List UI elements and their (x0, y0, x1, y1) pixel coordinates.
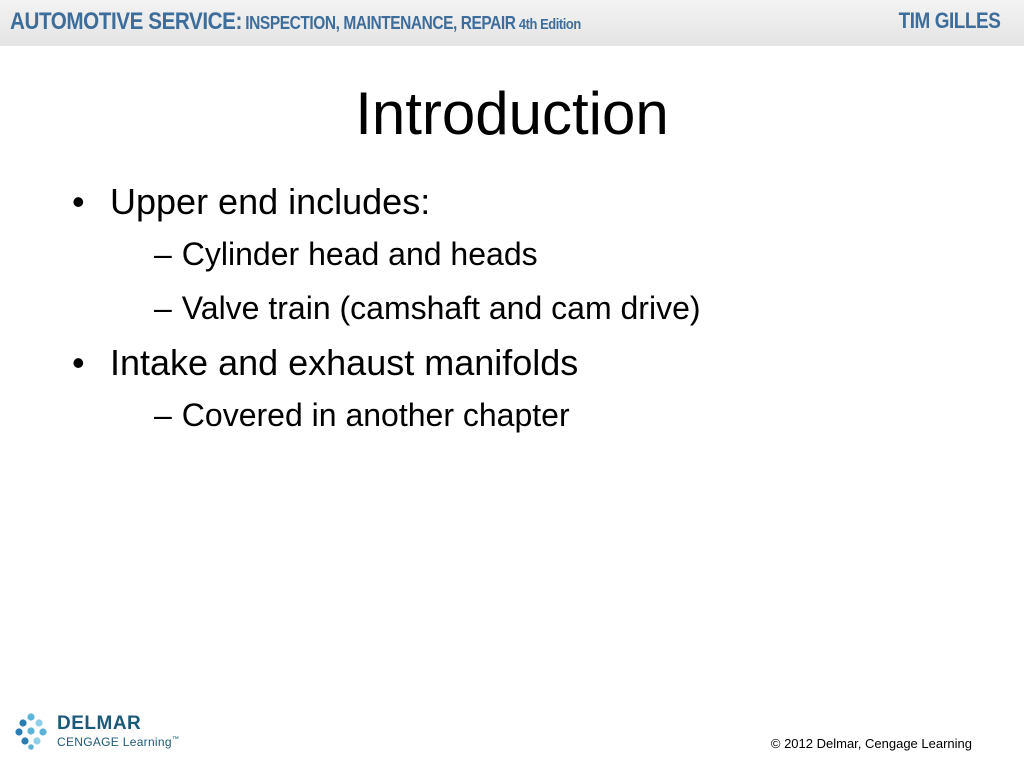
logo-trademark: ™ (171, 736, 180, 743)
logo-tagline-text: CENGAGE Learning (57, 735, 172, 749)
bullet-text: Upper end includes: (110, 181, 431, 222)
copyright-notice: © 2012 Delmar, Cengage Learning (770, 736, 972, 751)
bullet-marker: • (72, 181, 85, 222)
logo-name: DELMAR (57, 713, 142, 734)
book-title-main: AUTOMOTIVE SERVICE: (10, 8, 242, 35)
bullet-item (72, 178, 972, 226)
bullet-text: Intake and exhaust manifolds (110, 342, 579, 383)
sub-bullet-text: Cylinder head and heads (181, 236, 538, 272)
logo-tagline (57, 735, 179, 749)
header-banner (0, 0, 1024, 46)
slide-title: Introduction (355, 80, 669, 147)
book-title-subtitle: INSPECTION, MAINTENANCE, REPAIR (245, 13, 516, 33)
slide-content (72, 178, 972, 442)
book-edition: 4th Edition (518, 16, 581, 33)
sub-bullet-text: Covered in another chapter (181, 397, 570, 433)
sub-bullet-text: Valve train (camshaft and cam drive) (181, 290, 701, 326)
sub-bullet-item (72, 227, 972, 281)
sub-bullet-marker: – (154, 397, 172, 433)
delmar-dots-icon (14, 712, 48, 750)
author-name: TIM GILLES (898, 8, 1000, 33)
sub-bullet-marker: – (154, 290, 172, 326)
sub-bullet-item (72, 281, 972, 335)
delmar-cengage-logo (14, 710, 194, 754)
bullet-marker: • (72, 342, 85, 383)
bullet-item (72, 339, 972, 387)
sub-bullet-marker: – (154, 236, 172, 272)
sub-bullet-item (72, 388, 972, 442)
book-title (10, 8, 581, 36)
